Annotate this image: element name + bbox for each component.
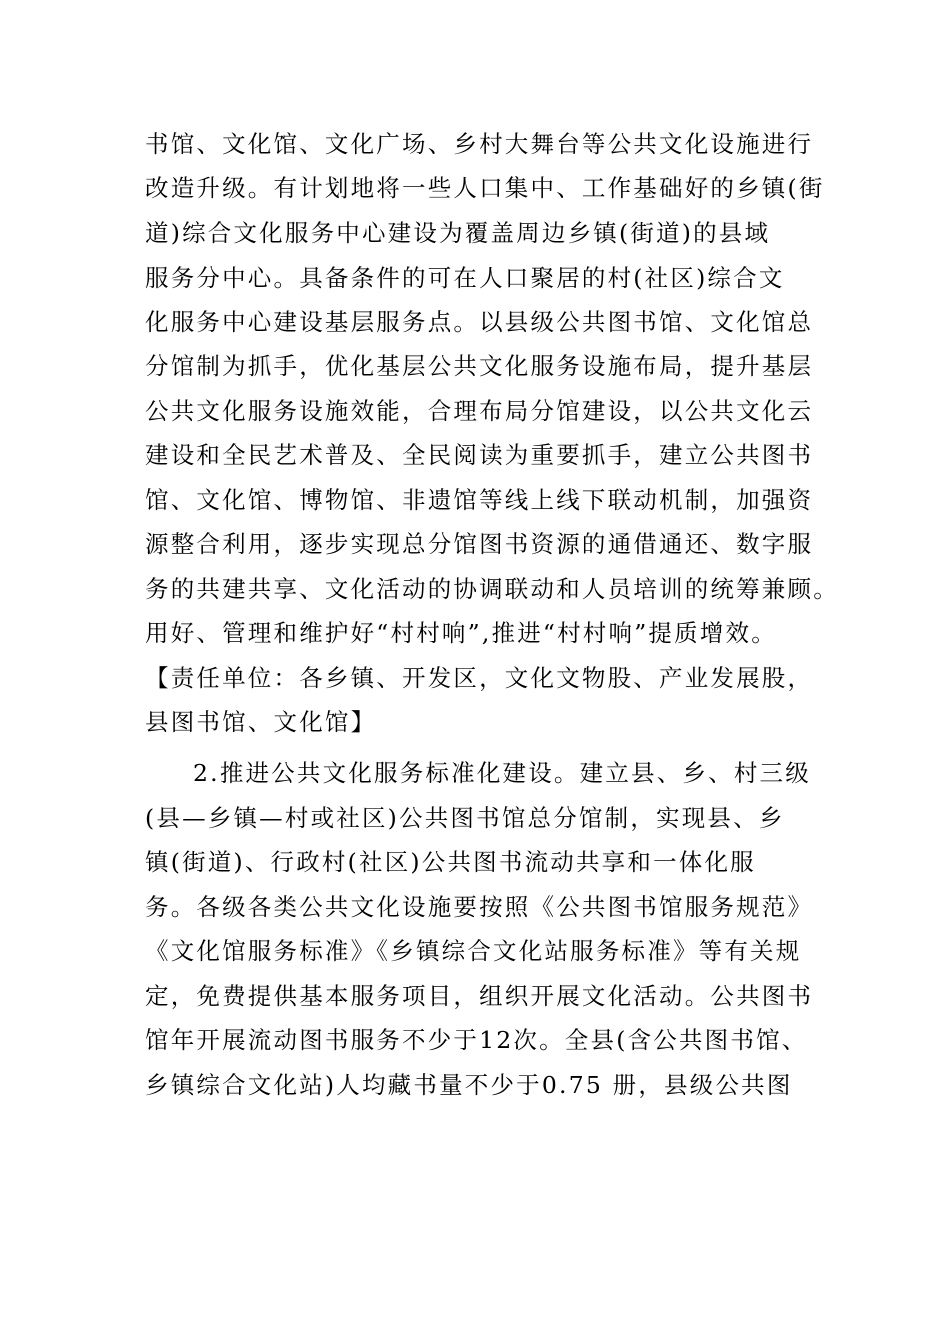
text-line: 服务分中心。具备条件的可在人口聚居的村(社区)综合文 bbox=[145, 264, 785, 292]
text-line: 镇(街道)、行政村(社区)公共图书流动共享和一体化服 bbox=[145, 848, 756, 876]
text-line: (县—乡镇—村或社区)公共图书馆总分馆制，实现县、乡 bbox=[145, 804, 785, 832]
text-line: 《文化馆服务标准》《乡镇综合文化站服务标准》等有关规 bbox=[145, 937, 802, 965]
text-line: 务的共建共享、文化活动的协调联动和人员培训的统筹兼顾。 bbox=[145, 575, 839, 603]
text-line: 用好、管理和维护好“村村响”,推进“村村响”提质增效。 bbox=[145, 619, 777, 647]
text-line: 2.推进公共文化服务标准化建设。建立县、乡、村三级 bbox=[193, 759, 811, 787]
text-line: 化服务中心建设基层服务点。以县级公共图书馆、文化馆总 bbox=[145, 308, 814, 336]
text-line: 分馆制为抓手，优化基层公共文化服务设施布局，提升基层 bbox=[145, 352, 814, 380]
text-line: 乡镇综合文化站)人均藏书量不少于0.75 册，县级公共图 bbox=[145, 1071, 793, 1099]
text-line: 改造升级。有计划地将一些人口集中、工作基础好的乡镇(街 bbox=[145, 174, 825, 202]
text-line: 馆年开展流动图书服务不少于12次。全县(含公共图书馆、 bbox=[145, 1026, 808, 1054]
text-line: 源整合利用，逐步实现总分馆图书资源的通借通还、数字服 bbox=[145, 530, 814, 558]
text-line: 定，免费提供基本服务项目，组织开展文化活动。公共图书 bbox=[145, 982, 814, 1010]
text-line: 馆、文化馆、博物馆、非遗馆等线上线下联动机制，加强资 bbox=[145, 486, 814, 514]
text-line: 建设和全民艺术普及、全民阅读为重要抓手，建立公共图书 bbox=[145, 441, 814, 469]
text-line: 【责任单位：各乡镇、开发区，文化文物股、产业发展股， bbox=[145, 664, 814, 692]
text-line: 务。各级各类公共文化设施要按照《公共图书馆服务规范》 bbox=[145, 893, 814, 921]
text-line: 公共文化服务设施效能，合理布局分馆建设，以公共文化云 bbox=[145, 397, 814, 425]
text-line: 县图书馆、文化馆】 bbox=[145, 708, 377, 736]
text-line: 书馆、文化馆、文化广场、乡村大舞台等公共文化设施进行 bbox=[145, 130, 814, 158]
text-line: 道)综合文化服务中心建设为覆盖周边乡镇(街道)的县域 bbox=[145, 219, 771, 247]
